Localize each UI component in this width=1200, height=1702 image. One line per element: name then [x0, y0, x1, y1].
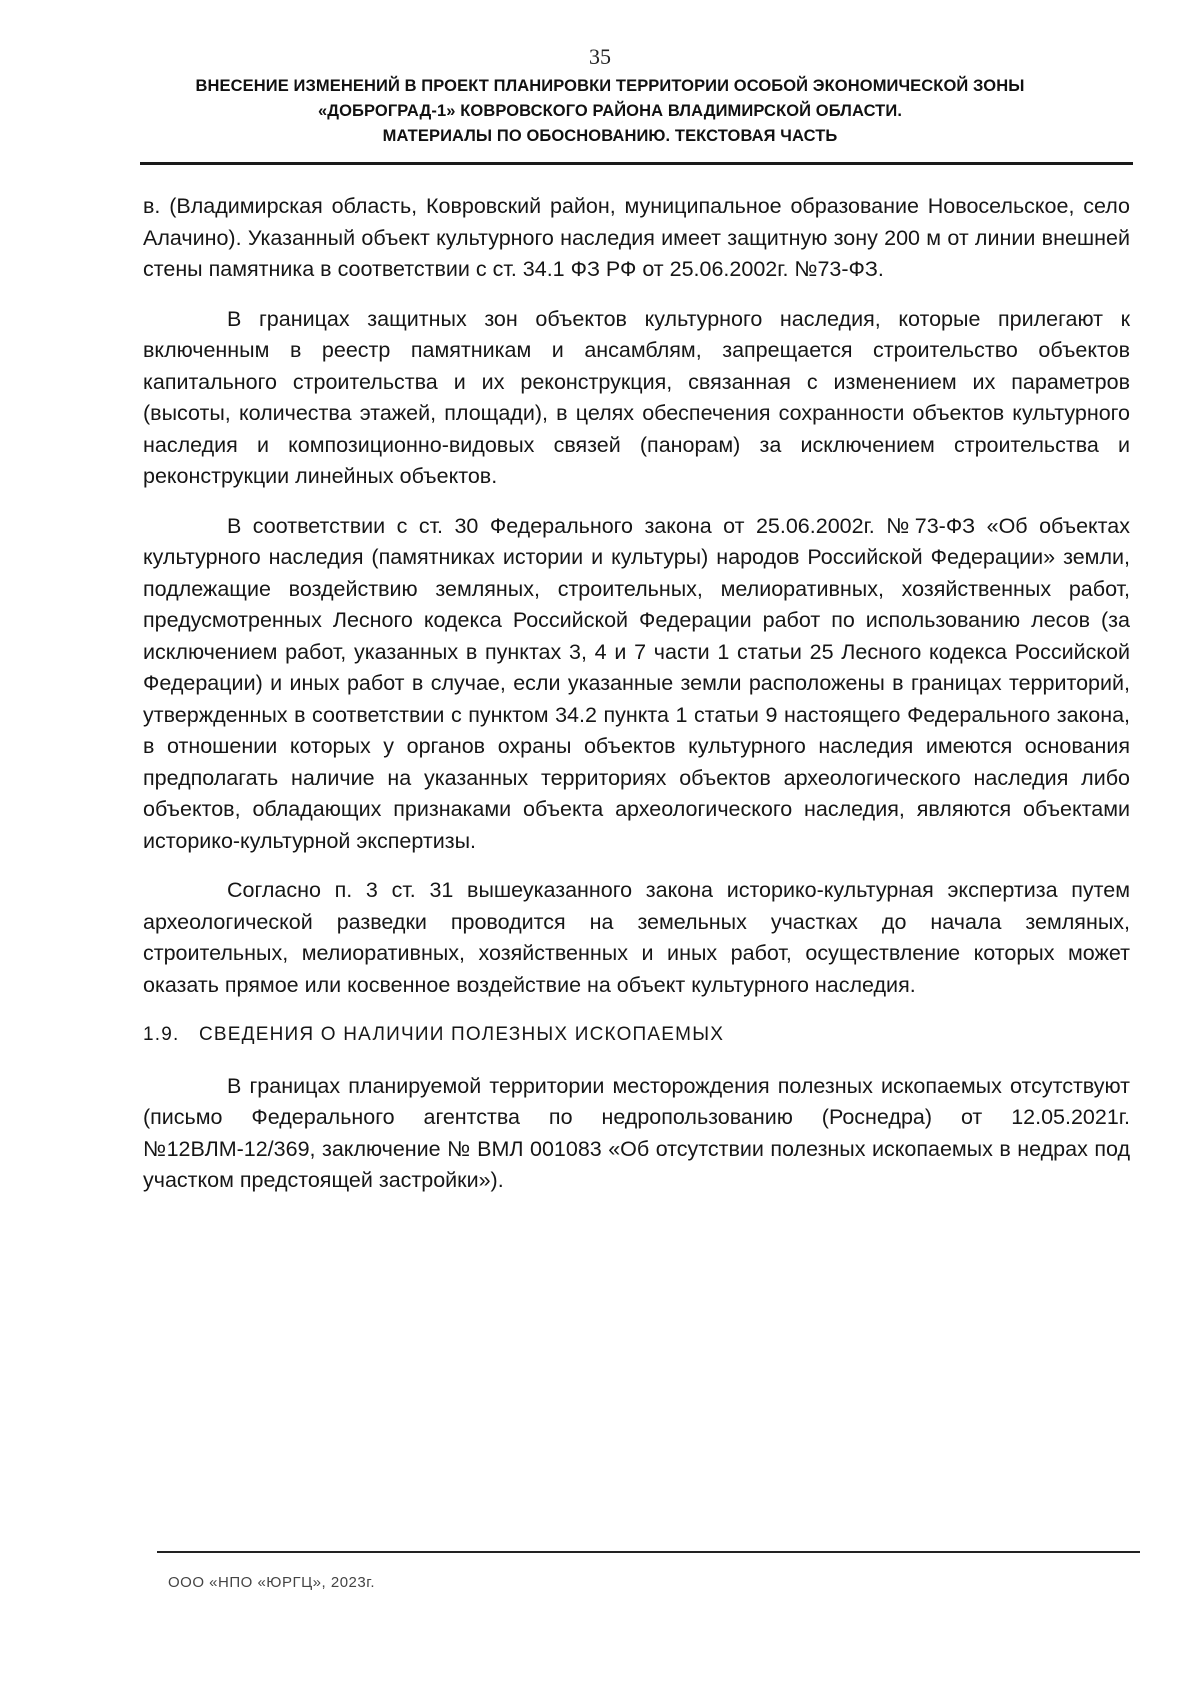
header-line-1: ВНЕСЕНИЕ ИЗМЕНЕНИЙ В ПРОЕКТ ПЛАНИРОВКИ ТЕРРИТОРИИ ОСОБОЙ ЭКОНОМИЧЕСКОЙ ЗОНЫ	[195, 77, 1025, 95]
paragraph-expertise: Согласно п. 3 ст. 31 вышеуказанного закона историко-культурная экспертиза путем археологической разведки проводится на земельных участках до начала земляных, строительных, мелиоративных, хозяйственных и иных работ, осуществление которых может оказать прямое или косвенное воздействие на объект культурного наследия.	[143, 878, 1130, 997]
section-number: 1.9.	[143, 1024, 180, 1045]
paragraph-protective-zones: В границах защитных зон объектов культурного наследия, которые прилегают к включенным в реестр памятникам и ансамблям, запрещается строительство объектов капитального строительства и их реконструкция, связанная с изменением их параметров (высоты, количества этажей, площади), в целях обеспечения сохранности объектов культурного наследия и композиционно-видовых связей (панорам) за исключением строительства и реконструкции линейных объектов.	[143, 306, 1130, 488]
paragraph-federal-law-article-30: В соответствии с ст. 30 Федерального закона от 25.06.2002г. №73-ФЗ «Об объектах культурного наследия (памятниках истории и культуры) народов Российской Федерации» земли, подлежащие воздействию земляных, строительных, мелиоративных, хозяйственных работ, предусмотренных Лесного кодекса Российской Федерации работ по использованию лесов (за исключением работ, указанных в пунктах 3, 4 и 7 части 1 статьи 25 Лесного кодекса Российской Федерации) и иных работ в случае, если указанные земли расположены в границах территорий, утвержденных в соответствии с пунктом 34.2 пункта 1 статьи 9 настоящего Федерального закона, в отношении которых у органов охраны объектов культурного наследия имеются основания предполагать наличие на указанных территориях объектов археологического наследия либо объектов, обладающих признаками объекта археологического наследия, являются объектами историко-культурной экспертизы.	[143, 513, 1130, 853]
footer-divider	[157, 1551, 1140, 1553]
page-number: 35	[589, 44, 611, 69]
document-header	[140, 74, 1080, 149]
paragraph-continuation: в. (Владимирская область, Ковровский район, муниципальное образование Новосельское, село Алачино). Указанный объект культурного наследия имеет защитную зону 200 м от линии внешней стены памятника в соответствии с ст. 34.1 ФЗ РФ от 25.06.2002г. №73-ФЗ.	[143, 194, 1130, 281]
header-divider	[140, 162, 1133, 165]
footer-organization: ООО «НПО «ЮРГЦ», 2023г.	[168, 1574, 376, 1591]
section-heading	[143, 1019, 1130, 1051]
section-title: СВЕДЕНИЯ О НАЛИЧИИ ПОЛЕЗНЫХ ИСКОПАЕМЫХ	[199, 1024, 725, 1045]
paragraph-minerals: В границах планируемой территории месторождения полезных ископаемых отсутствуют (письмо Федерального агентства по недропользованию (Роснедра) от 12.05.2021г. №12ВЛМ-12/369, заключение № ВМЛ 001083 «Об отсутствии полезных ископаемых в недрах под участком предстоящей застройки»).	[143, 1073, 1130, 1192]
header-line-3: МАТЕРИАЛЫ ПО ОБОСНОВАНИЮ. ТЕКСТОВАЯ ЧАСТЬ	[382, 127, 838, 145]
header-line-2: «ДОБРОГРАД-1» КОВРОВСКОГО РАЙОНА ВЛАДИМИРСКОЙ ОБЛАСТИ.	[317, 102, 903, 120]
document-body	[143, 191, 1130, 1215]
